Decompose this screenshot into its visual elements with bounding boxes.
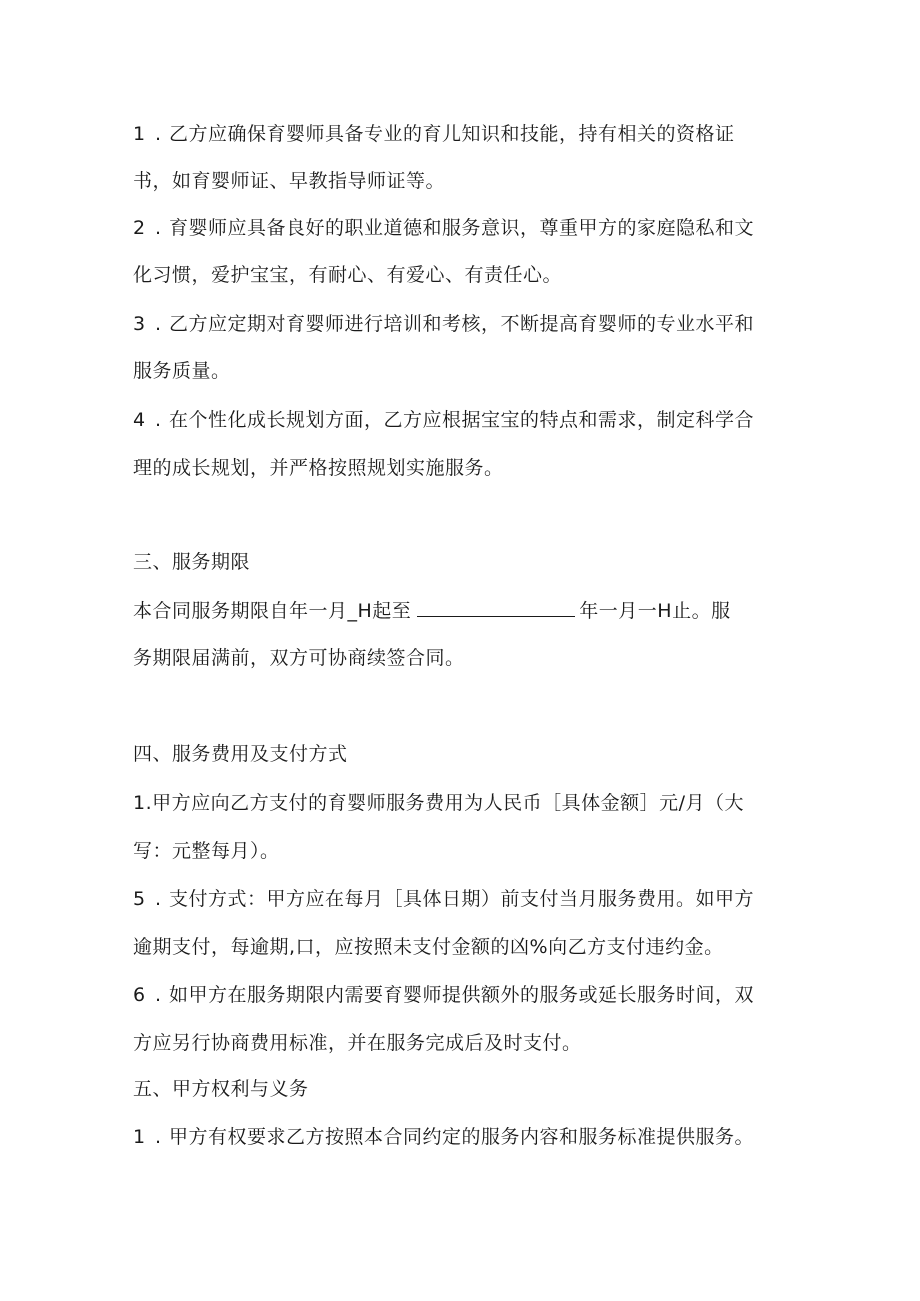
item-number: 1 (133, 123, 146, 145)
item-number: 3 (133, 313, 146, 335)
section-5-item-1-line-1: 1 . 甲方有权要求乙方按照本合同约定的服务内容和服务标准提供服务。 (133, 1126, 755, 1148)
section-3-heading: 三、服务期限 (133, 551, 251, 573)
section-3-line-2: 务期限届满前，双方可协商续签合同。 (133, 647, 465, 669)
item-number: 2 (133, 217, 146, 239)
item-4-line-2: 理的成长规划，并严格按照规划实施服务。 (133, 457, 504, 479)
section-4-item-6-line-1: 6 . 如甲方在服务期限内需要育婴师提供额外的服务或延长服务时间，双 (133, 984, 755, 1006)
item-number: 1 (133, 1126, 146, 1148)
term-text-end: 年一月一H止。服 (579, 600, 731, 622)
item-text: 如甲方在服务期限内需要育婴师提供额外的服务或延长服务时间，双 (169, 984, 755, 1006)
item-text: 乙方应确保育婴师具备专业的育儿知识和技能，持有相关的资格证 (169, 123, 735, 145)
section-4-item-1-line-1: 1.甲方应向乙方支付的育婴师服务费用为人民币［具体金额］元/月（大 (133, 792, 745, 814)
item-3-line-1: 3 . 乙方应定期对育婴师进行培训和考核，不断提高育婴师的专业水平和 (133, 313, 755, 335)
section-4-item-6-line-2: 方应另行协商费用标准，并在服务完成后及时支付。 (133, 1032, 582, 1054)
section-4-item-5-line-2: 逾期支付，每逾期,口，应按照未支付金额的凶%向乙方支付违约金。 (133, 936, 724, 958)
item-2-line-2: 化习惯，爱护宝宝，有耐心、有爱心、有责任心。 (133, 264, 563, 286)
item-4-line-1: 4 . 在个性化成长规划方面，乙方应根据宝宝的特点和需求，制定科学合 (133, 409, 755, 431)
section-4-item-1-line-2: 写：元整每月）。 (133, 840, 280, 862)
item-text: 育婴师应具备良好的职业道德和服务意识，尊重甲方的家庭隐私和文 (169, 217, 755, 239)
section-3-line-1 (133, 598, 731, 624)
section-4-heading: 四、服务费用及支付方式 (133, 743, 348, 765)
item-number: 6 (133, 984, 146, 1006)
item-text: 支付方式：甲方应在每月［具体日期）前支付当月服务费用。如甲方 (169, 888, 755, 910)
term-text-start: 本合同服务期限自年一月_H起至 (133, 600, 412, 622)
section-5-heading: 五、甲方权利与义务 (133, 1078, 309, 1100)
item-text: 甲方有权要求乙方按照本合同约定的服务内容和服务标准提供服务。 (169, 1126, 755, 1148)
item-text: 乙方应定期对育婴师进行培训和考核，不断提高育婴师的专业水平和 (169, 313, 755, 335)
item-1-line-1: 1 . 乙方应确保育婴师具备专业的育儿知识和技能，持有相关的资格证 (133, 123, 735, 145)
item-2-line-1: 2 . 育婴师应具备良好的职业道德和服务意识，尊重甲方的家庭隐私和文 (133, 217, 755, 239)
item-number: 4 (133, 409, 146, 431)
blank-underline (417, 598, 575, 617)
item-3-line-2: 服务质量。 (133, 360, 231, 382)
item-number: 5 (133, 888, 146, 910)
item-1-line-2: 书，如育婴师证、早教指导师证等。 (133, 170, 446, 192)
section-4-item-5-line-1: 5 . 支付方式：甲方应在每月［具体日期）前支付当月服务费用。如甲方 (133, 888, 755, 910)
item-text: 在个性化成长规划方面，乙方应根据宝宝的特点和需求，制定科学合 (169, 409, 755, 431)
